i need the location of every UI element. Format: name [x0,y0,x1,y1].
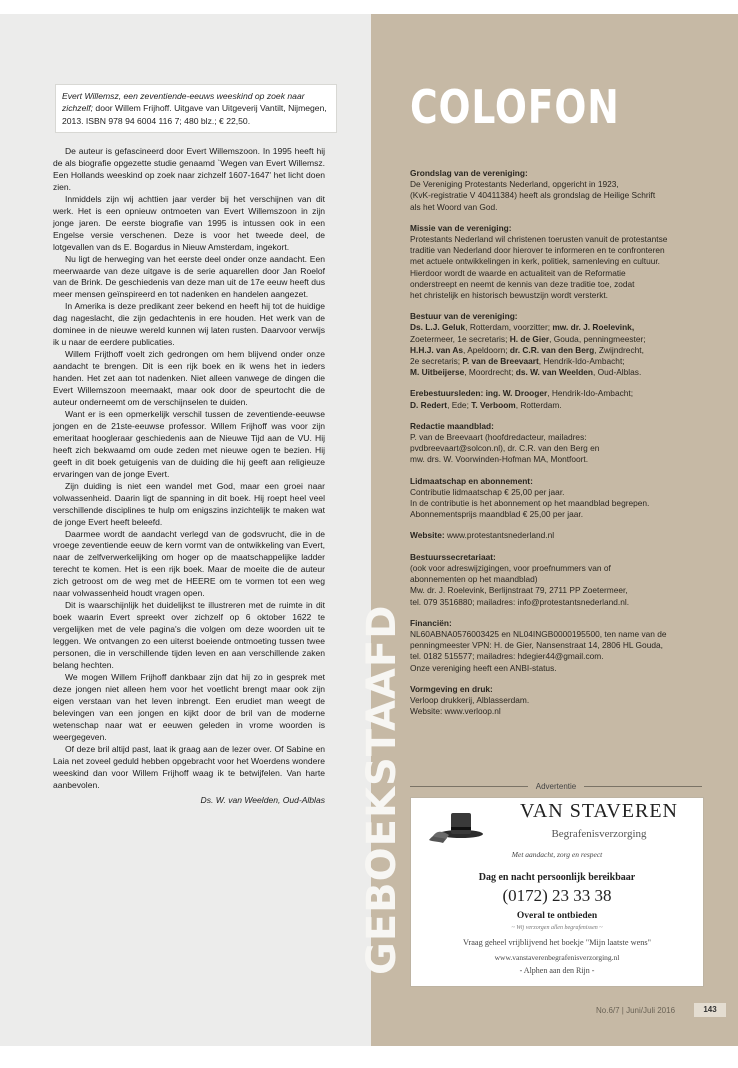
article-paragraph: We mogen Willem Frijhoff dankbaar zijn dat hij zo in gesprek met deze jongen niet alleen hem voor het voetlicht brengt maar ook zijn eigen verstaan van het leven inbrengt. Een erudiet man weegt de belevingen van een jongen en kijkt door de bril van de moderne wetenschap naar wat er eeuwen geleden in vrome woorden is weergegeven. [53,671,325,742]
article-paragraph: Zijn duiding is niet een wandel met God, maar een groei naar volwassenheid. Daarin ligt de spanning in dit boek. Hij roept heel veel verschillende disciplines te hulp om enigszins inzichtelijk te maken wat de jonge Evert heeft beleefd. [53,480,325,527]
member-place: , Ede; [447,399,472,410]
article-paragraph: Dit is waarschijnlijk het duidelijkst te illustreren met de ruimte in dit boek waarin Evert spreekt over zichzelf op 6 oktober 1622 te vergelijken met de vele pagina's die volgen om deze woorden uit te leggen. We ontvangen zo een uiterst boeiende ontmoeting tussen twee personen, die in verschillende tijden leven en aan verschillende zaken belang hechten. [53,600,325,670]
colofon-line: met actuele ontwikkelingen in kerk, politiek, samenleving en cultuur. [410,256,660,267]
colofon-line: In de contributie is het abonnement op het maandblad begrepen. [410,498,650,509]
colofon-line: Mw. dr. J. Roelevink, Berlijnstraat 79, 2711 PP Zoetermeer, [410,585,628,596]
section-heading: Redactie maandblad: [410,420,494,431]
colofon-line: onderstreept en neemt de kennis van deze traditie toe, zodat [410,278,635,289]
colofon-grondslag [410,168,710,213]
company-subtitle: Begrafenisverzorging [551,828,647,840]
colofon-line: De Vereniging Protestants Nederland, opgericht in 1923, [410,179,619,190]
board-member: Ds. L.J. Geluk [410,322,466,333]
article-paragraph: Nu ligt de herweging van het eerste deel onder onze aandacht. Een meerwaarde van deze uitgave is de serie aquarellen door Jan Roelof van de Brink. De geschiedenis van deze man uit de 17e eeuw heeft dus meer mensen geïnspireerd en tot nadenken en handelen aangezet. [53,253,325,300]
book-info-text [62,90,330,127]
colofon-block [410,168,710,727]
book-details: door Willem Frijhoff. Uitgave van Uitgeverij Vantilt, Nijmegen, 2013. ISBN 978 94 6004 116 7; 480 blz.; € 22,50. [62,103,327,126]
funeral-advertisement [410,797,704,987]
availability-text: Dag en nacht persoonlijk bereikbaar [478,872,636,883]
colofon-line: pvdbreevaart@solcon.nl), dr. C.R. van den Berg en [410,443,600,454]
colofon-line [410,345,710,356]
colofon-bestuur [410,311,710,378]
book-title: Evert Willemsz, een zeventiende-eeuws weeskind op zoek naar zichzelf; [62,91,305,114]
colofon-line: (KvK-registratie V 40411384) heeft als grondslag de Heilige Schrift [410,190,656,201]
colofon-missie [410,223,710,301]
section-heading: Missie van de vereniging: [410,222,512,233]
colofon-line: NL60ABNA0576003425 en NL04INGB0000195500, ten name van de [410,628,667,639]
advertisement-label-text: Advertentie [535,782,577,791]
board-role: , Oud-Alblas. [593,367,642,378]
colofon-line [410,388,710,399]
member-place: , Hendrik-Ido-Ambacht; [547,388,634,399]
board-role: 2e secretaris; [410,356,463,367]
top-hat-gloves-icon [427,810,487,844]
colofon-line: Hierdoor wordt de waarde en actualiteit van de Reformatie [410,267,626,278]
board-role: , Apeldoorn; [463,344,510,355]
advert-website: www.vanstaverenbegrafenisverzorging.nl [494,953,620,962]
board-member: M. Uitbeijerse [410,367,465,378]
company-name: VAN STAVEREN [519,800,678,822]
colofon-line: traditie van Nederland door hierover te informeren en te confronteren [410,245,665,256]
phone-number: (0172) 23 33 38 [502,886,612,905]
colofon-line: P. van de Breevaart (hoofdredacteur, mailadres: [410,432,587,443]
colofon-line: abonnementen op het maandblad) [410,574,538,585]
section-heading: Lidmaatschap en abonnement: [410,475,533,486]
colofon-line [410,530,710,541]
booklet-request: Vraag geheel vrijblijvend het boekje "Mijn laatste wens" [462,938,652,947]
honorary-member: ing. W. Drooger [485,388,548,399]
article-paragraph: Want er is een opmerkelijk verschil tussen de zeventiende-eeuwse jongen en de 21ste-eeuwse professor. Willem Frijhoff was voor zijn emeritaat hoogleraar geschiedenis aan de Nieuwe Tijd aan de VU. Hij heeft zich bekwaamd om oude zeden met nieuwe ogen te bezien. Hij geeft in dit boek getuigenis van de duiding die hij geeft aan religieuze ervaringen van de jonge Evert. [53,408,325,479]
section-heading: Bestuurssecretariaat: [410,551,496,562]
article-paragraph: In Amerika is deze predikant zeer bekend en heeft hij tot de huidige dag nageslacht, die zijn gedachtenis in ere houden. Het werk van de dominee in de nieuwe wereld kunnen wij laten rusten. Daarvoor verwijs ik u naar de eerdere publicaties. [53,301,325,348]
board-role: Zoetermeer, 1e secretaris; [410,333,510,344]
colofon-lidmaatschap [410,476,710,521]
honorary-member: D. Redert [410,399,448,410]
section-heading: Bestuur van de vereniging: [410,311,518,322]
colofon-vormgeving [410,684,710,718]
colofon-ereleden [410,388,710,410]
issue-info: No.6/7 | Juni/Juli 2016 [596,1006,676,1015]
colofon-line: Abonnementsprijs maandblad € 25,00 per jaar. [410,509,584,520]
board-member: mw. dr. J. Roelevink, [552,322,635,333]
article-paragraph: Daarmee wordt de aandacht verlegd van de godsvrucht, die in de vroege zeventiende eeuw de kern vormt van de ontwikkeling van Evert, naar de zelfverwerkelijking om hoger op de maatschappelijke ladder terecht te komen. Het is een rijk boek. Maar de moeite die de auteur zich getroost om de weg met de HEERE om te vormen tot een weg naar volwassenheid houdt vragen open. [53,528,325,599]
advert-location: - Alphen aan den Rijn - [519,966,595,975]
colofon-line: penningmeester VPN: H. de Gier, Nansenstraat 14, 2806 HL Gouda, [410,640,663,651]
company-motto: Met aandacht, zorg en respect [511,850,603,859]
honorary-member: T. Verboom [471,399,516,410]
divider [584,786,702,787]
colofon-line: Protestants Nederland wil christenen toerusten vanuit de protestantse [410,234,668,245]
colofon-website [410,530,710,541]
article-signature: Ds. W. van Weelden, Oud-Alblas [200,795,325,806]
article-paragraph: De auteur is gefascineerd door Evert Willemszoon. In 1995 heeft hij de als biografie opgezette studie genaamd `Wegen van Evert Willemsz. Een Hollands weeskind op zoek naar zichzelf 1607-1647' het licht doen zien. [53,146,325,192]
colofon-line [410,400,710,411]
colofon-line [410,356,710,367]
article-paragraph: Inmiddels zijn wij achttien jaar verder bij het verschijnen van dit werk. Het is een opnieuw ontmoeten van Evert Willemszoon in zijn jonge jaren. De eerste biografie van 1995 is intussen ook in een Engelse versie verschenen. Deze is voor het tweede deel, de lotgevallen van ds E. Bogardus in Nieuw Amsterdam, ingekort. [53,193,325,252]
colofon-line [410,367,710,378]
colofon-line: Onze vereniging heeft een ANBI-status. [410,662,557,673]
board-member: ds. W. van Weelden [515,367,594,378]
section-heading: Vormgeving en druk: [410,683,493,694]
section-heading: Erebestuursleden: [410,388,486,399]
colofon-secretariaat [410,552,710,608]
board-member: dr. C.R. van den Berg [509,344,595,355]
board-role: , Rotterdam, voorzitter; [465,322,553,333]
colofon-line: als het Woord van God. [410,201,498,212]
book-info-box [55,84,337,133]
service-area-text: Overal te ontbieden [516,911,598,921]
colofon-line [410,322,710,333]
divider [410,786,528,787]
board-member: P. van de Breevaart [462,356,539,367]
colofon-line: tel. 079 3516880; mailadres: info@protestantsnederland.nl. [410,596,630,607]
colofon-line: Contributie lidmaatschap € 25,00 per jaar. [410,486,565,497]
colofon-line: Website: www.verloop.nl [410,706,501,717]
board-member: H.H.J. van As [410,344,464,355]
advertisement-label [410,782,702,791]
section-label-vertical [322,604,405,975]
section-heading: Financiën: [410,617,452,628]
board-member: H. de Gier [509,333,550,344]
review-article [53,146,325,807]
board-role: , Gouda, penningmeester; [549,333,646,344]
colofon-financien [410,618,710,674]
board-role: , Zwijndrecht, [594,344,644,355]
member-place: , Rotterdam. [515,399,562,410]
colofon-line: Verloop drukkerij, Alblasserdam. [410,694,530,705]
board-role: , Moordrecht; [464,367,516,378]
website-link[interactable]: www.protestantsnederland.nl [446,530,555,541]
article-paragraph: Willem Frijthoff voelt zich gedrongen om hem blijvend onder onze aandacht te brengen. Dit is een rijk boek en ik wens het in ieders handen. Het zet aan tot nadenken. Niet alleen vanwege de dingen die Evert Willemszoon meemaakt, maar ook door de speurtocht die de auteur onderneemt om de verschijnselen te duiden. [53,349,325,408]
page-number: 143 [694,1003,726,1017]
article-paragraph: Of deze bril altijd past, laat ik graag aan de lezer over. Of Sabine en Laia net zoveel geduld hebben opgebracht voor het Woerdens wondere weeskind dan voor Willem Frijhoff waag ik te betwijfelen. Van harte aanbevolen. [53,743,325,790]
colofon-title: COLOFON [410,80,620,134]
colofon-line [410,334,710,345]
section-heading: Grondslag van de vereniging: [410,168,528,178]
section-heading: Website: [410,530,447,541]
small-print: ~ Wij verzorgen allen begrafenissen ~ [511,925,603,931]
colofon-redactie [410,421,710,466]
section-label-text: GEBOEKSTAAFD [359,604,405,975]
colofon-line: tel. 0182 515577; mailadres: hdegier44@gmail.com. [410,651,604,662]
board-role: , Hendrik-Ido-Ambacht; [538,356,625,367]
colofon-line: het christelijk en historisch bewustzijn wordt versterkt. [410,290,609,301]
colofon-line: mw. drs. W. Voorwinden-Hofman MA, Montfoort. [410,454,589,465]
colofon-line: (ook voor adreswijzigingen, voor proefnummers van of [410,562,611,573]
